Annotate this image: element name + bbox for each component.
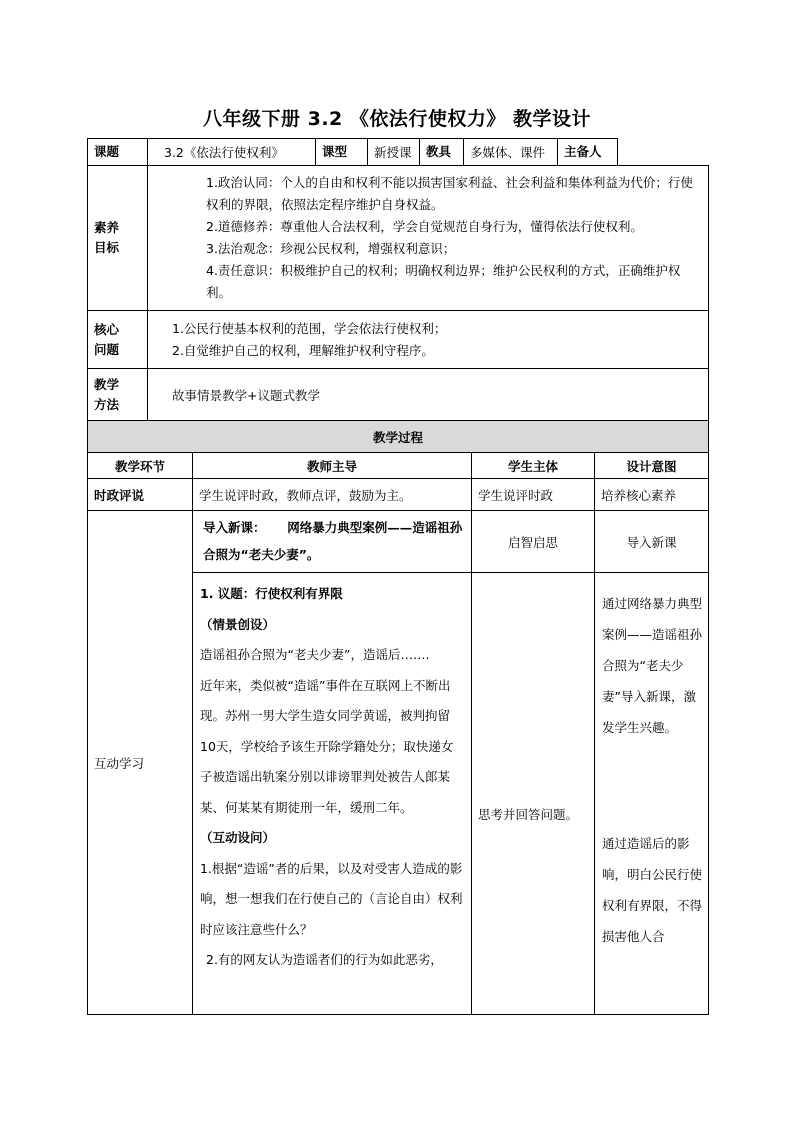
interactive-stage: 互动学习	[88, 511, 193, 1015]
topic-student: 思考并回答问题。	[472, 573, 595, 1015]
core-label-line-1: 核心	[94, 321, 120, 337]
core-row	[88, 311, 709, 369]
method-label-line-2: 方法	[94, 396, 120, 412]
topic-label: 课题	[88, 139, 148, 166]
header-stage: 教学环节	[88, 453, 193, 479]
header-intent: 设计意图	[595, 453, 709, 479]
literacy-item: 1.政治认同：个人的自由和权利不能以损害国家利益、社会利益和集体利益为代价；行使权利的界限，依照法定程序维护自身权益。	[206, 175, 693, 212]
literacy-item: 2.道德修养：尊重他人合法权利，学会自觉规范自身行为，懂得依法行使权利。	[206, 219, 643, 234]
preparer-value	[618, 139, 709, 166]
tools-value: 多媒体、课件	[464, 139, 558, 166]
news-student: 学生说评时政	[472, 479, 595, 511]
method-value: 故事情景教学+议题式教学	[148, 369, 709, 421]
intro-row	[88, 511, 709, 573]
core-label	[88, 311, 148, 369]
scene-text-2: 近年来，类似被“造谣”事件在互联网上不断出现。苏州一男大学生造女同学黄谣，被判拘留10天，学校给予该生开除学籍处分；取快递女子被造谣出轨案分别以诽谤罪判处被告人郎某某、何某某有期徒刑一年，缓刑二年。	[200, 677, 454, 815]
news-teacher: 学生说评时政，教师点评，鼓励为主。	[193, 479, 472, 511]
question-2: 2.有的网友认为造谣者们的行为如此恶劣，	[206, 952, 443, 967]
scene-text-1: 造谣祖孙合照为“老夫少妻”，造谣后…….	[200, 647, 430, 662]
intro-teacher-text: 网络暴力典型案例——造谣祖孙合照为“老夫少妻”。	[203, 520, 463, 562]
intent-2: 通过造谣后的影响，明白公民行使权利有界限，不得损害他人合	[602, 836, 703, 944]
header-teacher: 教师主导	[193, 453, 472, 479]
type-label: 课型	[316, 139, 368, 166]
topic-value: 3.2《依法行使权利》	[148, 139, 316, 166]
literacy-label	[88, 166, 148, 311]
news-row	[88, 479, 709, 511]
literacy-item: 3.法治观念：珍视公民权利，增强权利意识；	[206, 241, 456, 256]
core-label-line-2: 问题	[94, 341, 120, 357]
method-row	[88, 369, 709, 421]
core-item: 2.自觉维护自己的权利，理解维护权利守程序。	[172, 342, 434, 358]
intro-intent: 导入新课	[595, 511, 709, 573]
literacy-item: 4.责任意识：积极维护自己的权利；明确权利边界；维护公民权利的方式，正确维护权利。	[206, 263, 681, 300]
question-1: 1.根据“造谣”者的后果，以及对受害人造成的影响，想一想我们在行使自己的（言论自由）权利时应该注意些什么？	[200, 860, 463, 937]
core-content	[148, 311, 709, 369]
intro-teacher	[193, 511, 472, 573]
method-label-line-1: 教学	[94, 376, 120, 392]
topic-intent	[595, 573, 709, 1015]
method-label	[88, 369, 148, 421]
core-item: 1.公民行使基本权利的范围，学会依法行使权利；	[172, 320, 447, 336]
literacy-content	[148, 166, 709, 311]
tools-label: 教具	[420, 139, 464, 166]
process-header-row	[88, 453, 709, 479]
process-title-row	[88, 421, 709, 453]
news-intent: 培养核心素养	[595, 479, 709, 511]
info-row	[88, 139, 709, 166]
preparer-label: 主备人	[558, 139, 618, 166]
lesson-info-table	[87, 138, 709, 421]
page-title: 八年级下册 3.2 《依法行使权力》 教学设计	[202, 108, 591, 130]
intro-teacher-label: 导入新课：	[203, 520, 266, 535]
header-student: 学生主体	[472, 453, 595, 479]
process-title: 教学过程	[88, 421, 709, 453]
intro-student: 启智启思	[472, 511, 595, 573]
process-table	[87, 420, 709, 1015]
intent-1: 通过网络暴力典型案例——造谣祖孙合照为“老夫少妻”导入新课，激发学生兴趣。	[602, 596, 703, 735]
literacy-label-line-2: 目标	[94, 240, 120, 255]
scene-heading: （情景创设）	[200, 616, 276, 632]
news-stage: 时政评说	[88, 479, 193, 511]
type-value: 新授课	[368, 139, 420, 166]
qa-heading: （互动设问）	[200, 830, 276, 845]
topic-teacher	[193, 573, 472, 1015]
topic-heading: 1. 议题：行使权利有界限	[200, 586, 343, 601]
literacy-row	[88, 166, 709, 311]
literacy-label-line-1: 素养	[94, 220, 120, 235]
